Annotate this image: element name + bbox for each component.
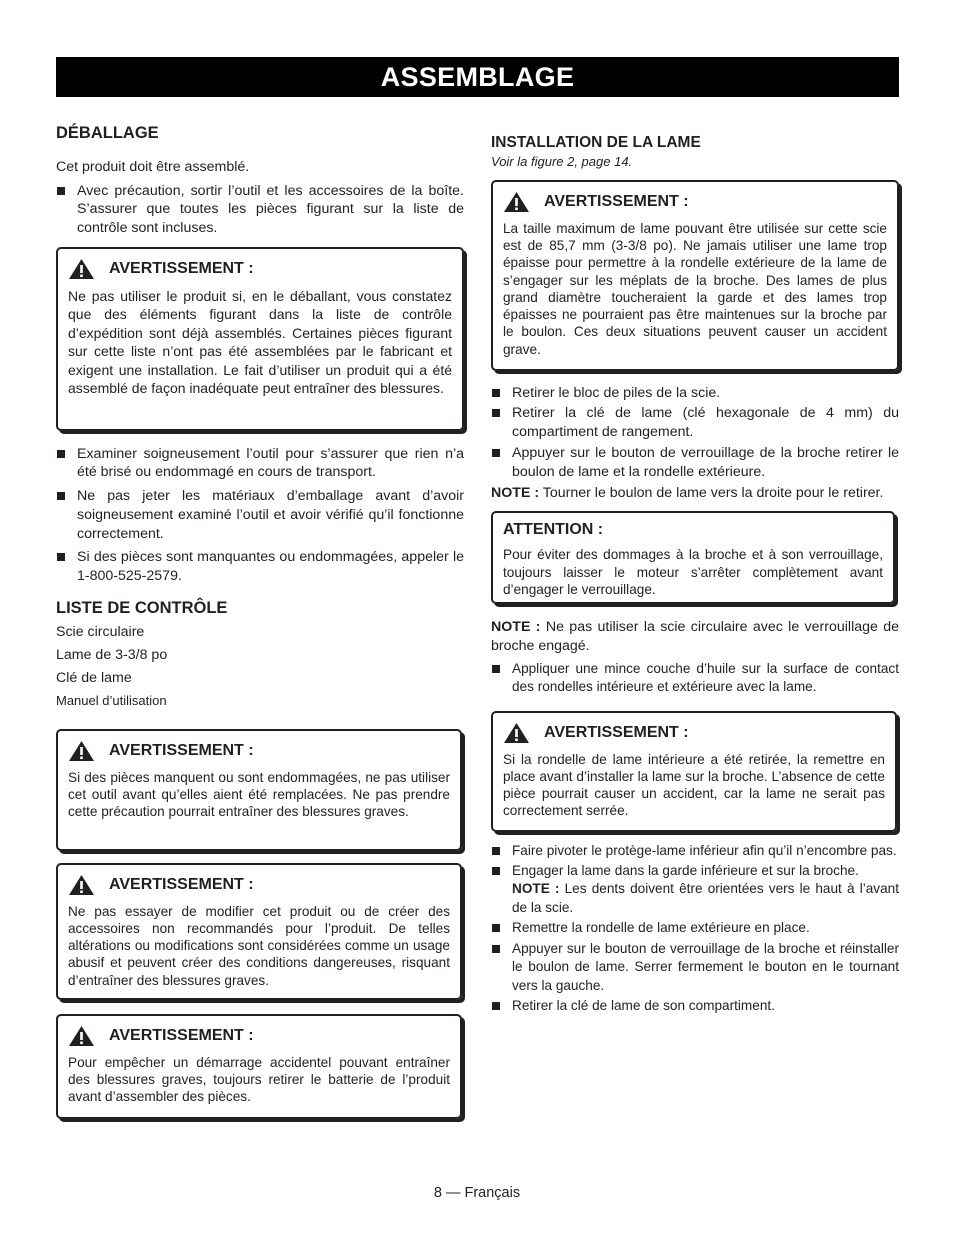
attention-title: ATTENTION :: [503, 521, 604, 539]
checklist-item: Scie circulaire: [56, 623, 145, 640]
list-item: Engager la lame dans la garde inférieure et sur la broche. NOTE : Les dents doivent être orientées vers le haut à l’avant de la scie.: [491, 862, 899, 917]
page-banner: ASSEMBLAGE: [56, 57, 899, 97]
checklist-item: Lame de 3-3/8 po: [56, 646, 168, 663]
warning-box-unpacking: [56, 247, 464, 431]
page-footer: 8 — Français: [433, 1185, 521, 1201]
bullet-square-icon: [492, 409, 500, 417]
list-item: Remettre la rondelle de lame extérieure en place.: [491, 919, 899, 937]
list-item: Retirer la clé de lame (clé hexagonale de 4 mm) du compartiment de rangement.: [491, 404, 899, 441]
unpacking-heading: DÉBALLAGE: [56, 124, 159, 142]
bullet-square-icon: [492, 389, 500, 397]
checklist-item: Manuel d’utilisation: [56, 692, 167, 708]
unpacking-list: [56, 182, 464, 238]
bullet-square-icon: [492, 945, 500, 953]
bullet-square-icon: [492, 847, 500, 855]
warning-triangle-icon: [68, 740, 95, 762]
warning-box-modification: [56, 863, 462, 1000]
unpacking-intro: Cet produit doit être assemblé.: [56, 158, 250, 175]
warning-triangle-icon: [503, 722, 530, 744]
warning-text: Si la rondelle de lame intérieure a été retirée, la remettre en place avant d’installer la lame sur la broche. L’absence de cette pièce pourrait causer un accident, car la lame ne serait pas correctement serrée.: [503, 751, 885, 819]
left-column: [56, 124, 464, 1119]
note-bolt-direction: NOTE : Tourner le boulon de lame vers la droite pour le retirer.: [491, 485, 884, 502]
bullet-square-icon: [57, 553, 65, 561]
warning-text: Ne pas utiliser le produit si, en le déballant, vous constatez que des éléments figurant dans la liste de contrôle d’expédition sont déjà assemblés. Certaines pièces figurant sur cette liste n’ont pas été assemblées par le fabricant et exigent une installation. Le fait d’utiliser un produit qui a été assemblé de façon inadéquate peut entraîner des blessures.: [68, 287, 452, 397]
bullet-square-icon: [492, 449, 500, 457]
warning-box-missing-parts: [56, 729, 462, 851]
inspection-list: [56, 445, 464, 586]
bullet-square-icon: [57, 492, 65, 500]
warning-text: La taille maximum de lame pouvant être utilisée sur cette scie est de 85,7 mm (3-3/8 po). Ne jamais utiliser une lame trop épaisse pour permettre à la rondelle extérieure de la lame de s’engager sur les méplats de la broche. Des lames de plus grand diamètre toucheraient la garde et des lames trop épaisses ne pourraient pas être maintenues sur la broche par le boulon. Ces deux situations peuvent causer un accident grave.: [503, 220, 887, 357]
list-item: Appuyer sur le bouton de verrouillage de la broche retirer le boulon de lame et la rondelle extérieure.: [491, 444, 899, 481]
warning-title: AVERTISSEMENT :: [109, 876, 254, 894]
bullet-square-icon: [492, 1002, 500, 1010]
warning-box-blade-size: [491, 180, 899, 371]
list-item: Appliquer une mince couche d’huile sur la surface de contact des rondelles intérieure et extérieure avec la lame.: [491, 660, 899, 696]
right-column: [491, 134, 899, 1016]
list-item: Ne pas jeter les matériaux d’emballage avant d’avoir soigneusement examiné l’outil et avoir vérifié qu’il fonctionne correctement.: [56, 487, 464, 543]
checklist-item: Clé de lame: [56, 669, 132, 686]
list-item: Retirer le bloc de piles de la scie.: [491, 384, 899, 403]
bullet-square-icon: [492, 924, 500, 932]
warning-triangle-icon: [503, 191, 530, 213]
note-spindle-lock: NOTE : Ne pas utiliser la scie circulaire avec le verrouillage de broche engagé.: [491, 619, 900, 654]
attention-box: [491, 511, 895, 604]
warning-box-inner-washer: [491, 711, 897, 832]
checklist: [56, 623, 464, 712]
warning-title: AVERTISSEMENT :: [109, 742, 254, 760]
bullet-square-icon: [57, 450, 65, 458]
list-item: Appuyer sur le bouton de verrouillage de la broche et réinstaller le boulon de lame. Serrer fermement le bouton en le tournant vers la gauche.: [491, 940, 899, 995]
warning-title: AVERTISSEMENT :: [109, 260, 254, 278]
warning-triangle-icon: [68, 1025, 95, 1047]
list-item: Retirer la clé de lame de son compartiment.: [491, 997, 899, 1015]
warning-text: Si des pièces manquent ou sont endommagées, ne pas utiliser cet outil avant qu’elles aient été remplacées. Ne pas prendre cette précaution pourrait entraîner des blessures graves.: [68, 769, 450, 820]
warning-text: Ne pas essayer de modifier cet produit ou de créer des accessoires non recommandés pour l’produit. De telles altérations ou modifications sont considérées comme un usage abusif et peuvent créer des conditions dangereuses, risquant d’entraîner des blessures graves.: [68, 903, 450, 988]
warning-title: AVERTISSEMENT :: [109, 1027, 254, 1045]
removal-steps: [491, 384, 899, 482]
warning-triangle-icon: [68, 874, 95, 896]
blade-teeth-note: NOTE : Les dents doivent être orientées vers le haut à l’avant de la scie.: [512, 881, 899, 915]
warning-title: AVERTISSEMENT :: [544, 723, 689, 741]
bullet-square-icon: [492, 665, 500, 673]
install-heading: INSTALLATION DE LA LAME: [491, 134, 701, 151]
installation-steps: [491, 842, 899, 1016]
warning-triangle-icon: [68, 258, 95, 280]
list-item: Examiner soigneusement l’outil pour s’assurer que rien n’a été brisé ou endommagé en cours de transport.: [56, 445, 464, 482]
bullet-square-icon: [492, 867, 500, 875]
oil-step-list: [491, 660, 899, 696]
list-item: Avec précaution, sortir l’outil et les accessoires de la boîte. S’assurer que toutes les pièces figurant sur la liste de contrôle sont incluses.: [56, 182, 464, 238]
bullet-square-icon: [57, 187, 65, 195]
warning-box-accidental-start: [56, 1014, 462, 1119]
warning-title: AVERTISSEMENT :: [544, 193, 689, 211]
attention-text: Pour éviter des dommages à la broche et à son verrouillage, toujours laisser le moteur s’arrêter complètement avant d’engager le verrouillage.: [503, 547, 883, 597]
warning-text: Pour empêcher un démarrage accidentel pouvant entraîner des blessures graves, toujours retirer le batterie de l’produit avant d’assembler des pièces.: [68, 1054, 450, 1105]
list-item: Faire pivoter le protège-lame inférieur afin qu’il n’encombre pas.: [491, 842, 899, 860]
checklist-heading: LISTE DE CONTRÔLE: [56, 598, 228, 617]
list-item: Si des pièces sont manquantes ou endommagées, appeler le 1-800-525-2579.: [56, 548, 464, 585]
figure-reference: Voir la figure 2, page 14.: [491, 153, 633, 169]
